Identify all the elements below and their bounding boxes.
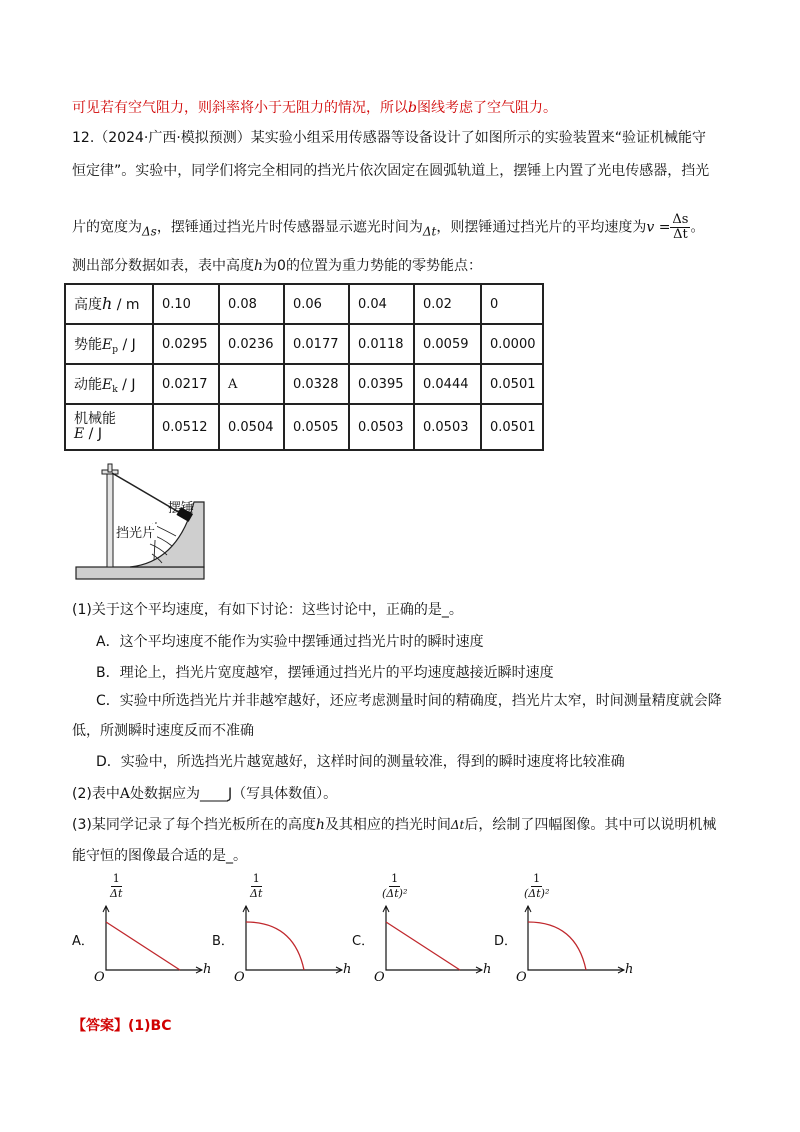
table-cell: 0.04 [349, 284, 414, 324]
table-cell: 0.06 [284, 284, 349, 324]
shade-label: 挡光片 [116, 526, 156, 541]
stand-rod [107, 472, 113, 567]
answer-tag: 【答案】 [72, 1018, 128, 1034]
question-source: （2024·广西·模拟预测） [94, 130, 251, 146]
option-b: B．理论上，挡光片宽度越窄，摆锤通过挡光片的平均速度越接近瞬时速度 [96, 665, 554, 681]
table-cell: 0.0505 [284, 404, 349, 450]
graph-options [0, 870, 800, 990]
graph-y-label: $\frac{1}{\Delta t}$ [110, 872, 123, 900]
graph-x-label: h [203, 962, 212, 977]
graph-curve [386, 922, 460, 970]
question-line-4: 测出部分数据如表，表中高度h为0的位置为重力势能的零势能点： [72, 258, 482, 274]
option-d: D．实验中，所选挡光片越宽越好，这样时间的测量较准，得到的瞬时速度将比较准确 [96, 754, 625, 770]
answer-blank: ____ [199, 786, 228, 802]
graph-axes [386, 906, 482, 970]
sub1-stem: (1)关于这个平均速度，有如下讨论：这些讨论中，正确的是_。 [72, 602, 463, 618]
base-plate [76, 567, 204, 579]
table-cell: 0 [481, 284, 543, 324]
graph-curve [246, 922, 304, 970]
graph-origin: O [374, 970, 385, 985]
answer-line [72, 1016, 171, 1036]
sub2-stem: (2)表中A处数据应为____J（写具体数值）。 [72, 786, 338, 802]
table-cell: 0.08 [219, 284, 284, 324]
table-cell: 0.0512 [153, 404, 219, 450]
graph-curve [528, 922, 586, 970]
table-cell: 0.0000 [481, 324, 543, 364]
table-cell: 0.0236 [219, 324, 284, 364]
graph-c [352, 870, 492, 990]
graph-x-label: h [343, 962, 352, 977]
graph-origin: O [234, 970, 245, 985]
graph-plot [72, 870, 212, 990]
graph-y-label: $\frac{1}{\text{(Δt)²}}$ [382, 872, 408, 900]
graph-axes [106, 906, 202, 970]
sub3-stem-2: 能守恒的图像最合适的是_。 [72, 848, 247, 864]
graph-axes [528, 906, 624, 970]
answer-text: (1)BC [128, 1018, 172, 1034]
graph-a [72, 870, 212, 990]
row-header: 势能$E_p$ / J [65, 324, 153, 364]
table-cell: 0.0295 [153, 324, 219, 364]
table-cell: A [219, 364, 284, 404]
graph-option-label: B． [212, 934, 234, 949]
table-cell: 0.0217 [153, 364, 219, 404]
graph-d [494, 870, 634, 990]
table-row [65, 364, 543, 404]
table-cell: 0.10 [153, 284, 219, 324]
table-cell: 0.0118 [349, 324, 414, 364]
graph-y-label: $\frac{1}{\Delta t}$ [250, 872, 263, 900]
question-line-3: 片的宽度为Δs，摆锤通过挡光片时传感器显示遮光时间为Δt，则摆锤通过挡光片的平均速度为v = $\frac{\Delta s}{\Delta t}$ 。 [72, 212, 705, 242]
option-a: A．这个平均速度不能作为实验中摆锤通过挡光片时的瞬时速度 [96, 634, 484, 650]
question-line-2: 恒定律”。实验中，同学们将完全相同的挡光片依次固定在圆弧轨道上，摆锤上内置了光电传感器，挡光 [72, 163, 710, 179]
graph-axes [246, 906, 342, 970]
graph-plot [494, 870, 634, 990]
apparatus-figure [70, 462, 210, 584]
option-c: C．实验中所选挡光片并非越窄越好，还应考虑测量时间的精确度，挡光片太窄，时间测量精度就会降 [96, 693, 722, 709]
graph-option-label: C． [352, 934, 375, 949]
pendulum-label: 摆锤 [168, 501, 195, 516]
row-header: 高度h / m [65, 284, 153, 324]
row-header: 动能$E_k$ / J [65, 364, 153, 404]
graph-origin: O [94, 970, 105, 985]
question-line-1: 12.（2024·广西·模拟预测）某实验小组采用传感器等设备设计了如图所示的实验装置来“验证机械能守 [72, 130, 707, 146]
table-cell: 0.0503 [349, 404, 414, 450]
table-cell: 0.0501 [481, 364, 543, 404]
formula-v: v = [646, 219, 671, 236]
graph-plot [212, 870, 352, 990]
table-cell: 0.0501 [481, 404, 543, 450]
graph-x-label: h [625, 962, 634, 977]
table-cell: 0.0177 [284, 324, 349, 364]
question-number: 12. [72, 130, 95, 146]
graph-origin: O [516, 970, 527, 985]
sub3-stem: (3)某同学记录了每个挡光板所在的高度h及其相应的挡光时间Δt后，绘制了四幅图像。其中可以说明机械 [72, 817, 717, 833]
table-cell: 0.0395 [349, 364, 414, 404]
option-c-cont: 低，所测瞬时速度反而不准确 [72, 723, 254, 739]
graph-b [212, 870, 352, 990]
graph-y-label: $\frac{1}{\text{(Δt)²}}$ [524, 872, 550, 900]
table-row [65, 284, 543, 324]
row-header: 机械能 E / J [65, 404, 153, 450]
data-table [64, 283, 544, 451]
velocity-fraction: $\frac{\Delta s}{\Delta t}$ [672, 212, 689, 242]
graph-option-label: A． [72, 934, 94, 949]
table-cell: 0.0059 [414, 324, 481, 364]
table-cell: 0.0328 [284, 364, 349, 404]
table-row [65, 324, 543, 364]
intro-red-line: 可见若有空气阻力，则斜率将小于无阻力的情况，所以b图线考虑了空气阻力。 [72, 100, 557, 116]
graph-curve [106, 922, 180, 970]
table-cell: 0.0444 [414, 364, 481, 404]
table-cell: 0.0503 [414, 404, 481, 450]
table-cell: 0.02 [414, 284, 481, 324]
table-cell: 0.0504 [219, 404, 284, 450]
graph-option-label: D． [494, 934, 518, 949]
graph-plot [352, 870, 492, 990]
table-row [65, 404, 543, 450]
graph-x-label: h [483, 962, 492, 977]
